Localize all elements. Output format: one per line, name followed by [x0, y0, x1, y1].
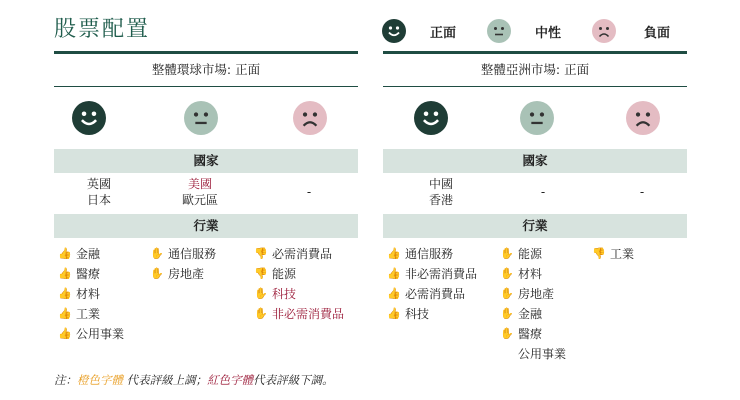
country-section-header: 國家	[54, 149, 358, 173]
industry-item: 👍 金融	[58, 244, 124, 264]
thumbs-down-icon: 👎	[254, 267, 268, 280]
positive-smiley-icon	[382, 19, 406, 43]
industry-section-header: 行業	[383, 214, 687, 238]
industry-item: 公用事業	[518, 347, 567, 361]
country-list	[54, 173, 358, 214]
note-suffix: 代表評級下調。	[253, 373, 334, 387]
hand-neutral-icon: ✋	[500, 307, 514, 320]
industry-item: 👍 工業	[58, 304, 124, 324]
neutral-face-icon	[487, 19, 511, 43]
industry-item: ✋ 醫療	[500, 324, 566, 344]
positive-smiley-icon	[72, 101, 106, 135]
note-red-text: 紅色字體	[207, 373, 254, 387]
legend-label: 正面	[430, 25, 457, 41]
legend-negative	[592, 18, 670, 44]
neutral-face-icon	[520, 101, 554, 135]
industry-list	[54, 238, 358, 358]
country-list	[383, 173, 687, 214]
footnote	[54, 372, 334, 388]
hand-neutral-icon: ✋	[500, 287, 514, 300]
sentiment-faces	[383, 87, 687, 149]
hand-neutral-icon: ✋	[254, 307, 268, 320]
thumbs-up-icon: 👍	[58, 327, 72, 340]
hand-neutral-icon: ✋	[254, 287, 268, 300]
thumbs-up-icon: 👍	[58, 247, 72, 260]
industry-item: 👍 科技	[387, 304, 477, 324]
legend-label: 負面	[644, 25, 671, 41]
sad-face-icon	[293, 101, 327, 135]
hand-neutral-icon: ✋	[500, 247, 514, 260]
industry-item: 👍 非必需消費品	[387, 264, 477, 284]
asia-market-panel	[383, 51, 687, 371]
industry-item: ✋ 材料	[500, 264, 566, 284]
industry-item: 👎 能源	[254, 264, 344, 284]
note-orange-text: 橙色字體	[77, 373, 123, 387]
country-item: 英國	[86, 177, 111, 191]
industry-item: ✋ 通信服務	[150, 244, 216, 264]
industry-item: ✋ 非必需消費品	[254, 304, 344, 324]
industry-item: ✋ 房地產	[500, 284, 566, 304]
note-prefix: 注：	[54, 373, 77, 387]
sentiment-faces	[54, 87, 358, 149]
thumbs-up-icon: 👍	[387, 307, 401, 320]
country-item: 香港	[428, 193, 453, 207]
industry-item: 👍 通信服務	[387, 244, 477, 264]
industry-item: 👍 材料	[58, 284, 124, 304]
note-mid: 代表評級上調；	[123, 373, 208, 387]
industry-item: 👍 醫療	[58, 264, 124, 284]
thumbs-up-icon: 👍	[58, 307, 72, 320]
global-market-panel	[54, 51, 358, 371]
hand-neutral-icon: ✋	[150, 267, 164, 280]
hand-neutral-icon: ✋	[500, 327, 514, 340]
panel-header: 整體環球市場: 正面	[54, 54, 358, 87]
hand-neutral-icon: ✋	[150, 247, 164, 260]
country-item: 歐元區	[181, 193, 218, 207]
positive-smiley-icon	[414, 101, 448, 135]
industry-item: ✋ 能源	[500, 244, 566, 264]
industry-item: ✋ 房地產	[150, 264, 216, 284]
country-item: 日本	[86, 193, 111, 207]
country-item: -	[306, 185, 312, 199]
thumbs-up-icon: 👍	[58, 287, 72, 300]
page-title: 股票配置	[54, 17, 151, 42]
thumbs-up-icon: 👍	[387, 267, 401, 280]
industry-item: 👎 必需消費品	[254, 244, 344, 264]
industry-section-header: 行業	[54, 214, 358, 238]
thumbs-down-icon: 👎	[254, 247, 268, 260]
industry-list	[383, 238, 687, 361]
neutral-face-icon	[184, 101, 218, 135]
country-item: -	[540, 185, 546, 199]
thumbs-down-icon: 👎	[592, 247, 606, 260]
country-item: 中國	[428, 177, 453, 191]
industry-item: ✋ 金融	[500, 304, 566, 324]
panel-header: 整體亞洲市場: 正面	[383, 54, 687, 87]
thumbs-up-icon: 👍	[58, 267, 72, 280]
industry-item: 👍 必需消費品	[387, 284, 477, 304]
legend-label: 中性	[535, 25, 562, 41]
country-section-header: 國家	[383, 149, 687, 173]
country-item: 美國	[187, 177, 212, 191]
legend-positive	[382, 18, 456, 44]
thumbs-up-icon: 👍	[387, 247, 401, 260]
sad-face-icon	[626, 101, 660, 135]
industry-item: 👍 公用事業	[58, 324, 124, 344]
thumbs-up-icon: 👍	[387, 287, 401, 300]
sad-face-icon	[592, 19, 616, 43]
hand-neutral-icon: ✋	[500, 267, 514, 280]
legend-neutral	[487, 18, 561, 44]
country-item: -	[639, 185, 645, 199]
industry-item: ✋ 科技	[254, 284, 344, 304]
industry-item: 👎 工業	[592, 244, 634, 264]
